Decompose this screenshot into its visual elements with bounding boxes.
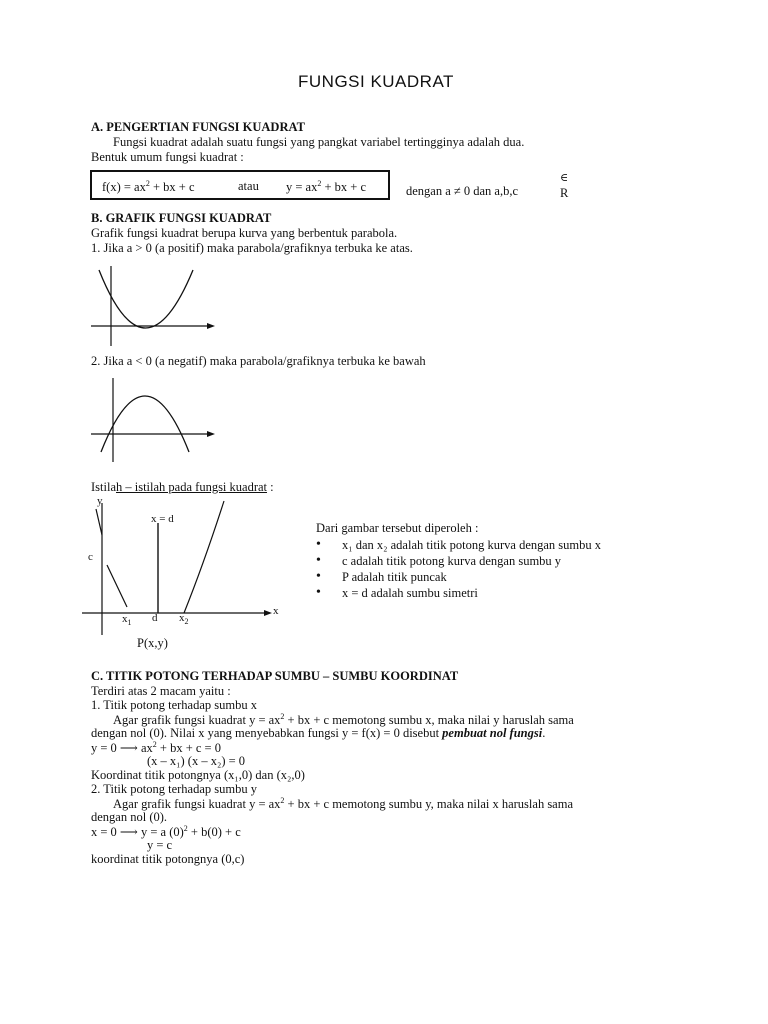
section-b-line1: Grafik fungsi kuadrat berupa kurva yang berbentuk parabola. [91,226,398,240]
section-c-line: Terdiri atas 2 macam yaitu : [91,684,231,698]
label-y: y [97,495,103,507]
x-axis-arrow [207,323,215,329]
section-b-item2: 2. Jika a < 0 (a negatif) maka parabola/grafiknya terbuka ke bawah [91,354,426,368]
section-c-line: y = c [147,838,173,852]
curve-right-segment [184,501,224,613]
terms-list [316,538,601,602]
formula-condition: dengan a ≠ 0 dan a,b,c [406,184,519,198]
formula-box [90,170,390,200]
section-c-line: (x – x₁) (x – x₂) = 0 [147,754,246,768]
formula-2: $y = ax^2$ + bx + c [286,179,367,195]
formula-or: atau [238,179,259,193]
graph-upward-parabola [85,258,225,348]
element-of-symbol: ∈ [560,172,569,184]
list-item: • x₁ dan x₂ adalah titik potong kurva dengan sumbu x [316,538,601,554]
section-c-line: Agar grafik fungsi kuadrat $y = ax^2$ + bx + c memotong sumbu y, maka nilai x haruslah sama [113,796,574,812]
section-c-line: y = 0 ⟶ $ax^2$ + bx + c = 0 [91,740,221,756]
section-c-line: koordinat titik potongnya (0,c) [91,852,245,866]
curve-left-segment [107,565,127,607]
section-c-heading: C. TITIK POTONG TERHADAP SUMBU – SUMBU KOORDINAT [91,669,459,683]
section-c-line: dengan nol (0). Nilai x yang menyebabkan fungsi y = f(x) = 0 disebut pembuat nol fungsi. [91,726,546,740]
parabola-curve [99,270,193,328]
list-item: • x = d adalah sumbu simetri [316,586,601,602]
label-x: x [273,605,279,617]
page-title: FUNGSI KUADRAT [298,72,454,91]
section-c-line: 1. Titik potong terhadap sumbu x [91,698,257,712]
real-set-label: R [560,186,569,200]
section-c-line: 2. Titik potong terhadap sumbu y [91,782,257,796]
section-a-line2: Bentuk umum fungsi kuadrat : [91,150,244,164]
label-x1: $x_1$ [122,613,132,628]
list-item: • P adalah titik puncak [316,570,601,586]
label-x-eq-d: x = d [151,513,174,525]
label-c: c [88,551,93,563]
label-d: d [152,612,158,624]
parabola-curve [101,396,189,452]
section-a-heading: A. PENGERTIAN FUNGSI KUADRAT [91,120,305,134]
section-b-heading: B. GRAFIK FUNGSI KUADRAT [91,211,272,225]
formula-1: $f(x) = ax^2$ + bx + c [102,179,195,195]
section-c-line: Agar grafik fungsi kuadrat $y = ax^2$ + bx + c memotong sumbu x, maka nilai y haruslah sama [113,712,574,728]
list-item: • c adalah titik potong kurva dengan sumbu y [316,554,601,570]
terms-diagram [80,495,290,655]
derived-text: Dari gambar tersebut diperoleh : [316,521,479,535]
section-c-line: dengan nol (0). [91,810,168,824]
x-axis-arrow [264,610,272,616]
section-c-line: x = 0 ⟶ y = a $(0)^2 + b(0) + c$ [91,824,241,840]
graph-downward-parabola [85,374,225,464]
section-a-line1: Fungsi kuadrat adalah suatu fungsi yang pangkat variabel tertingginya adalah dua. [113,135,525,149]
x-axis-arrow [207,431,215,437]
section-c-line: Koordinat titik potongnya (x₁,0) dan (x₂,0) [91,768,305,782]
curve-left-segment-top [96,509,102,535]
section-b-item1: 1. Jika a > 0 (a positif) maka parabola/grafiknya terbuka ke atas. [91,241,413,255]
label-x2: $x_2$ [179,612,189,627]
istilah-heading: Istilah – istilah pada fungsi kuadrat : [91,480,274,494]
label-vertex: P(x,y) [137,636,168,650]
